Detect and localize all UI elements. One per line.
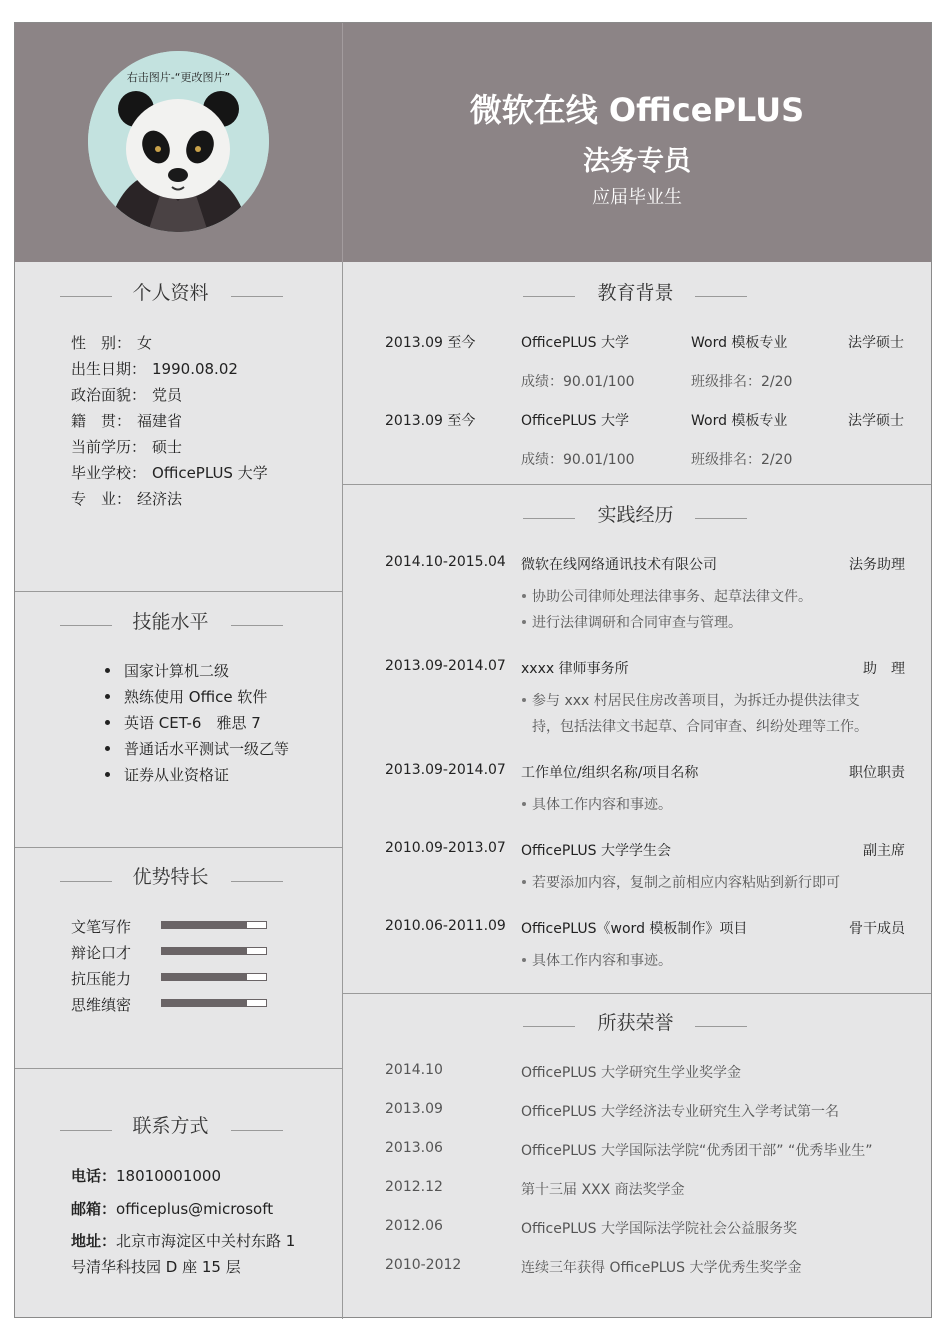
- experience-org: 微软在线网络通讯技术有限公司: [521, 557, 717, 573]
- heading-rule: [695, 296, 747, 297]
- skill-item: 普通话水平测试一级乙等: [124, 740, 290, 758]
- section-divider: [343, 993, 931, 994]
- bullet-dot: [522, 802, 526, 806]
- strength-bar-fill: [162, 1000, 247, 1006]
- experience-detail: 持，包括法律文书起草、合同审查、纠纷处理等工作。: [532, 719, 868, 735]
- skill-item: 熟练使用 Office 软件: [124, 688, 268, 706]
- profile-label: 籍 贯：: [71, 412, 132, 430]
- education-score: 成绩：90.01/100: [521, 452, 635, 468]
- strength-bar: [161, 921, 267, 929]
- bullet-dot: [522, 880, 526, 884]
- profile-value: 党员: [152, 386, 183, 404]
- resume-page: [14, 22, 932, 1318]
- contact-phone: [71, 1165, 221, 1186]
- bullet-dot: [105, 694, 110, 699]
- column-divider: [342, 262, 343, 1319]
- honor-date: 2014.10: [385, 1062, 443, 1078]
- education-school: OfficePLUS 大学: [521, 335, 629, 351]
- header-divider: [342, 23, 343, 262]
- experience-date: 2010.06-2011.09: [385, 918, 506, 934]
- profile-value: 女: [137, 334, 153, 352]
- experience-detail: 若要添加内容，复制之前相应内容粘贴到新行即可: [532, 875, 840, 891]
- profile-heading: 个人资料: [132, 282, 209, 304]
- heading-rule: [60, 296, 112, 297]
- experience-role: 副主席: [863, 843, 905, 859]
- education-date: 2013.09 至今: [385, 335, 476, 351]
- profile-value: 经济法: [137, 490, 183, 508]
- bullet-dot: [105, 772, 110, 777]
- heading-rule: [60, 1130, 112, 1131]
- profile-row: [71, 410, 182, 431]
- job-title: 法务专员: [583, 146, 691, 177]
- honor-date: 2013.06: [385, 1140, 443, 1156]
- contact-heading: 联系方式: [132, 1115, 209, 1137]
- honor-text: OfficePLUS 大学研究生学业奖学金: [521, 1065, 741, 1081]
- skills-heading: 技能水平: [132, 611, 209, 633]
- strength-label: 思维缜密: [71, 996, 132, 1014]
- honor-date: 2010-2012: [385, 1257, 462, 1273]
- skill-item: 英语 CET-6 雅思 7: [124, 714, 261, 732]
- profile-label: 出生日期：: [71, 360, 147, 378]
- heading-rule: [231, 625, 283, 626]
- experience-date: 2014.10-2015.04: [385, 554, 506, 570]
- experience-detail: 具体工作内容和事迹。: [532, 797, 672, 813]
- honor-date: 2012.12: [385, 1179, 443, 1195]
- education-degree: 法学硕士: [848, 335, 904, 351]
- education-major: Word 模板专业: [691, 413, 788, 429]
- profile-label: 当前学历：: [71, 438, 147, 456]
- contact-email: [71, 1198, 273, 1219]
- strength-label: 辩论口才: [71, 944, 132, 962]
- address-label: 地址：: [71, 1232, 117, 1250]
- education-rank: 班级排名：2/20: [691, 452, 793, 468]
- section-divider: [343, 484, 931, 485]
- bullet-dot: [522, 698, 526, 702]
- profile-label: 性 别：: [71, 334, 132, 352]
- bullet-dot: [105, 746, 110, 751]
- honor-text: 连续三年获得 OfficePLUS 大学优秀生奖学金: [521, 1260, 802, 1276]
- photo-hint: 右击图片-“更改图片”: [126, 71, 231, 84]
- profile-row: [71, 488, 182, 509]
- experience-date: 2010.09-2013.07: [385, 840, 506, 856]
- address-line-2: 号清华科技园 D 座 15 层: [71, 1258, 241, 1276]
- strength-bar: [161, 947, 267, 955]
- profile-row: [71, 436, 182, 457]
- honor-date: 2013.09: [385, 1101, 443, 1117]
- email-label: 邮箱：: [71, 1200, 117, 1218]
- avatar-photo[interactable]: [88, 51, 269, 232]
- strengths-heading: 优势特长: [132, 866, 209, 888]
- experience-role: 法务助理: [849, 557, 905, 573]
- honors-heading: 所获荣誉: [597, 1012, 674, 1034]
- education-score: 成绩：90.01/100: [521, 374, 635, 390]
- profile-label: 政治面貌：: [71, 386, 147, 404]
- bullet-dot: [522, 958, 526, 962]
- heading-rule: [231, 881, 283, 882]
- heading-rule: [695, 518, 747, 519]
- honor-date: 2012.06: [385, 1218, 443, 1234]
- profile-row: [71, 332, 152, 353]
- heading-rule: [231, 296, 283, 297]
- experience-role: 助 理: [863, 661, 905, 677]
- honor-text: OfficePLUS 大学国际法学院社会公益服务奖: [521, 1221, 797, 1237]
- experience-date: 2013.09-2014.07: [385, 762, 506, 778]
- education-date: 2013.09 至今: [385, 413, 476, 429]
- phone-label: 电话：: [71, 1167, 117, 1185]
- experience-org: 工作单位/组织名称/项目名称: [521, 765, 699, 781]
- honor-text: OfficePLUS 大学国际法学院“优秀团干部” “优秀毕业生”: [521, 1143, 873, 1159]
- strength-bar-fill: [162, 974, 247, 980]
- education-rank: 班级排名：2/20: [691, 374, 793, 390]
- education-heading: 教育背景: [597, 282, 674, 304]
- strength-bar-fill: [162, 922, 247, 928]
- skill-item: 证券从业资格证: [124, 766, 230, 784]
- experience-detail: 进行法律调研和合同审查与管理。: [532, 615, 742, 631]
- experience-org: OfficePLUS 大学学生会: [521, 843, 671, 859]
- section-divider: [15, 847, 342, 848]
- candidate-name: 微软在线 OfficePLUS: [469, 91, 805, 129]
- strength-bar-fill: [162, 948, 247, 954]
- experience-role: 骨干成员: [849, 921, 905, 937]
- candidate-status: 应届毕业生: [592, 187, 682, 208]
- heading-rule: [695, 1026, 747, 1027]
- experience-org: xxxx 律师事务所: [521, 661, 629, 677]
- heading-rule: [231, 1130, 283, 1131]
- experience-detail: 具体工作内容和事迹。: [532, 953, 672, 969]
- profile-value: 1990.08.02: [152, 360, 238, 378]
- profile-label: 专 业：: [71, 490, 132, 508]
- profile-value: 福建省: [137, 412, 183, 430]
- profile-row: [71, 462, 268, 483]
- honor-text: 第十三届 XXX 商法奖学金: [521, 1182, 685, 1198]
- strength-label: 文笔写作: [71, 918, 132, 936]
- section-divider: [15, 1068, 342, 1069]
- profile-row: [71, 358, 238, 379]
- address-line-1: 北京市海淀区中关村东路 1: [116, 1232, 296, 1250]
- heading-rule: [523, 518, 575, 519]
- education-school: OfficePLUS 大学: [521, 413, 629, 429]
- strength-bar: [161, 973, 267, 981]
- education-degree: 法学硕士: [848, 413, 904, 429]
- heading-rule: [523, 1026, 575, 1027]
- experience-date: 2013.09-2014.07: [385, 658, 506, 674]
- honor-text: OfficePLUS 大学经济法专业研究生入学考试第一名: [521, 1104, 839, 1120]
- bullet-dot: [522, 594, 526, 598]
- skill-item: 国家计算机二级: [124, 662, 230, 680]
- bullet-dot: [105, 668, 110, 673]
- strength-label: 抗压能力: [71, 970, 132, 988]
- heading-rule: [60, 625, 112, 626]
- strength-bar: [161, 999, 267, 1007]
- profile-label: 毕业学校：: [71, 464, 147, 482]
- profile-value: OfficePLUS 大学: [152, 464, 268, 482]
- section-divider: [15, 591, 342, 592]
- profile-row: [71, 384, 182, 405]
- bullet-dot: [522, 620, 526, 624]
- contact-address: [71, 1230, 295, 1251]
- experience-org: OfficePLUS《word 模板制作》项目: [521, 921, 748, 937]
- heading-rule: [523, 296, 575, 297]
- phone-value: 18010001000: [116, 1167, 221, 1185]
- header-band: [15, 23, 931, 262]
- heading-rule: [60, 881, 112, 882]
- email-value: officeplus@microsoft: [116, 1200, 274, 1218]
- experience-detail: 参与 xxx 村居民住房改善项目，为拆迁办提供法律支: [532, 693, 860, 709]
- experience-role: 职位职责: [849, 765, 905, 781]
- profile-value: 硕士: [152, 438, 183, 456]
- experience-heading: 实践经历: [597, 504, 674, 526]
- experience-detail: 协助公司律师处理法律事务、起草法律文件。: [532, 589, 812, 605]
- bullet-dot: [105, 720, 110, 725]
- education-major: Word 模板专业: [691, 335, 788, 351]
